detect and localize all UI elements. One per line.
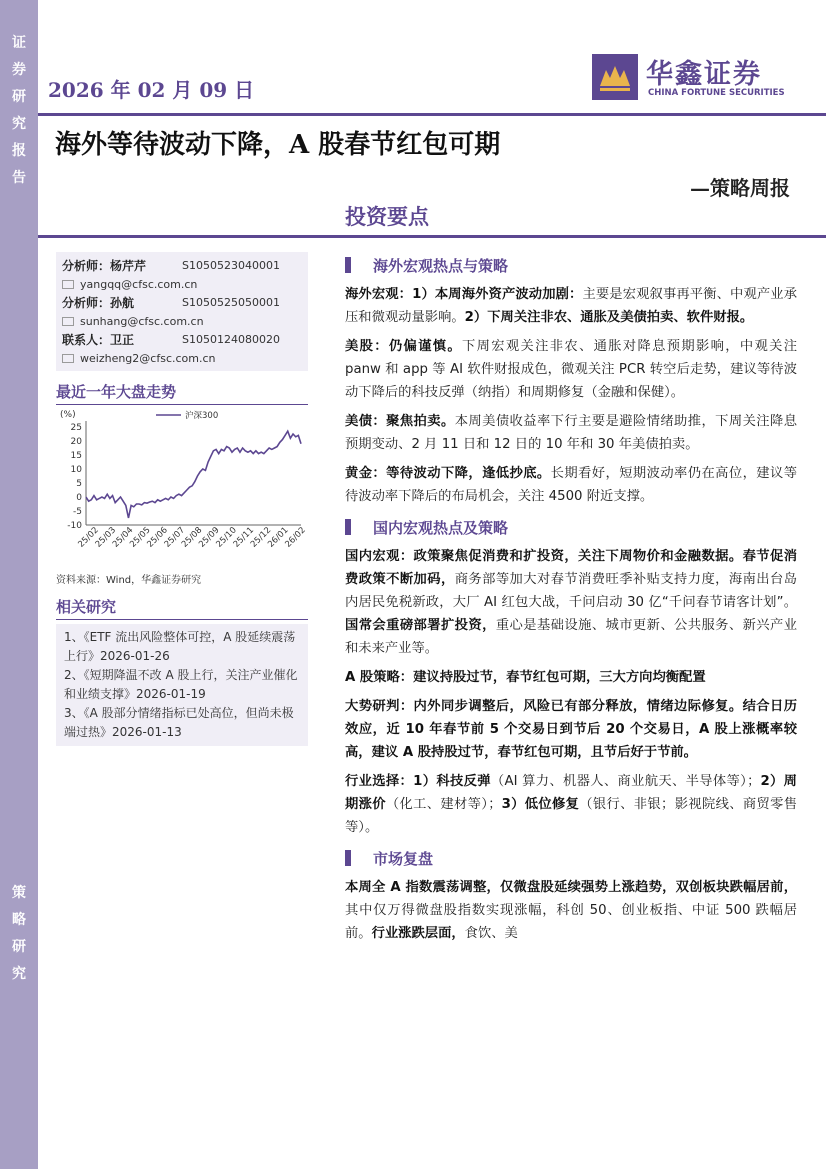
paragraph (345, 335, 797, 404)
bold-text: 国常会重磅部署扩投资， (345, 618, 496, 633)
x-tick-label: 25/09 (197, 525, 222, 550)
body-text: （化工、建材等）； (385, 797, 502, 812)
report-subtitle: —策略周报 (690, 176, 790, 200)
heading-bar (345, 850, 351, 866)
sidebar-top-label: 证 券 研 究 报 告 (12, 35, 26, 186)
x-tick-label: 26/01 (266, 525, 291, 550)
section-heading (345, 845, 797, 871)
x-tick-label: 25/12 (248, 525, 274, 550)
report-date: 2026 年 02 月 09 日 (48, 78, 255, 102)
analyst-cert-number: S1050525050001 (182, 296, 280, 309)
y-tick-label: 5 (76, 479, 82, 489)
body-text: 长期看好，短期波动率仍在高位，建议等待波动率下降后的布局机会，关注 4500 附近支撑。 (345, 466, 798, 504)
y-tick-label: 25 (70, 423, 82, 433)
bold-text: 2）下周关注非农、通胀及美债拍卖、软件财报。 (464, 310, 754, 325)
bold-text: A 股策略：建议持股过节，春节红包可期，三大方向均衡配置 (345, 670, 706, 685)
bold-text: 美债：聚焦拍卖。 (345, 414, 455, 429)
bold-text: 海外宏观：1）本周海外资产波动加剧： (345, 287, 583, 302)
body-text: 商务部等加大对春节消费旺季补贴支持力度，海南出台岛内居民免税新政，大厂 AI 红包大战，千问启动 30 亿“千问春节请客计划”。 (345, 572, 798, 610)
title-divider (38, 235, 826, 238)
email-icon (62, 317, 74, 326)
heading-text: 市场复盘 (373, 849, 434, 868)
analyst-row (62, 330, 302, 349)
heading-text: 国内宏观热点及策略 (373, 518, 509, 537)
paragraph (345, 283, 797, 329)
right-column (345, 252, 797, 951)
paragraph (345, 770, 797, 839)
x-tick-label: 26/02 (283, 525, 308, 550)
bold-text: 行业选择：1）科技反弹 (345, 774, 491, 789)
related-research-list (56, 624, 308, 746)
header-divider (38, 113, 826, 116)
chart-svg (56, 405, 308, 565)
body-text: 主要是宏观叙事再平衡、中观产业承压和微观动量影响。 (345, 287, 797, 325)
paragraph (345, 876, 797, 945)
bold-text: 美股：仍偏谨慎。 (345, 339, 462, 354)
heading-text: 海外宏观热点与策略 (373, 256, 509, 275)
analyst-name: 分析师：孙航 (62, 296, 135, 310)
x-tick-label: 25/11 (231, 525, 257, 550)
heading-bar (345, 257, 351, 273)
email-text: sunhang@cfsc.com.cn (80, 314, 204, 328)
logo-text-cn: 华鑫证券 (646, 59, 762, 90)
email-text: weizheng2@cfsc.com.cn (80, 351, 216, 365)
list-item[interactable]: 3、《A 股部分情绪指标已处高位，但尚未极端过热》2026-01-13 (64, 706, 294, 739)
section-investment-points: 投资要点 (345, 204, 429, 229)
x-tick-label: 25/04 (110, 525, 136, 550)
analyst-cert-number: S1050523040001 (182, 259, 280, 272)
analyst-cert-number: S1050124080020 (182, 333, 280, 346)
analyst-row (62, 293, 302, 312)
x-tick-label: 25/02 (76, 525, 101, 550)
body-text: 重心是基础设施、城市更新、公共服务、新兴产业和未来产业等。 (345, 618, 798, 656)
chart-title: 最近一年大盘走势 (56, 381, 308, 405)
x-tick-label: 25/07 (162, 525, 188, 550)
chart-source: 资料来源：Wind，华鑫证券研究 (56, 575, 202, 586)
analyst-name: 联系人：卫正 (62, 333, 135, 347)
paragraph (345, 410, 797, 456)
body-text: 食饮、美 (464, 926, 518, 941)
market-trend-chart (56, 405, 308, 569)
y-tick-label: 10 (70, 465, 82, 475)
bold-text: 行业涨跌层面， (371, 926, 465, 941)
series-line (86, 431, 301, 518)
y-tick-label: 15 (70, 451, 82, 461)
bold-text: 本周全 A 指数震荡调整，仅微盘股延续强势上涨趋势，双创板块跌幅居前， (345, 880, 797, 895)
body-text: 本周美债收益率下行主要是避险情绪助推，下周关注降息预期变动、2 月 11 日和 12 日的 10 年和 30 年美债拍卖。 (345, 414, 798, 452)
list-item[interactable]: 1、《ETF 流出风险整体可控，A 股延续震荡上行》2026-01-26 (64, 630, 296, 663)
x-tick-label: 25/05 (128, 525, 153, 550)
body-text: 下周宏观关注非农、通胀对降息预期影响，中观关注 panw 和 app 等 AI 软件财报成色，微观关注 PCR 转空后走势，建议等待波动下降后的科技反弹（纳指）和周期修复（金融和保健）。 (345, 339, 798, 400)
email-text: yangqq@cfsc.com.cn (80, 277, 198, 291)
y-tick-label: -5 (73, 507, 82, 517)
section-heading (345, 252, 797, 278)
x-tick-label: 25/08 (179, 525, 205, 550)
email-icon (62, 280, 74, 289)
bold-text: 大势研判：内外同步调整后，风险已有部分释放，情绪边际修复。结合日历效应，近 10 年春节前 5 个交易日到节后 20 个交易日，A 股上涨概率较高，建议 A 股持股过节，春节红包可期，且节后好于节前。 (345, 699, 797, 760)
company-logo (592, 52, 792, 108)
paragraph (345, 695, 797, 764)
analyst-row (62, 256, 302, 275)
bold-text: 3）低位修复 (501, 797, 580, 812)
list-item[interactable]: 2、《短期降温不改 A 股上行，关注产业催化和业绩支撑》2026-01-19 (64, 668, 298, 701)
analyst-email[interactable] (62, 349, 302, 367)
logo-text-en: CHINA FORTUNE SECURITIES (648, 88, 785, 98)
y-tick-label: 20 (70, 437, 82, 447)
left-column (56, 252, 308, 746)
email-icon (62, 354, 74, 363)
logo-mark-icon (592, 54, 638, 100)
analyst-email[interactable] (62, 275, 302, 293)
bold-text: 黄金：等待波动下降，逢低抄底。 (345, 466, 551, 481)
y-tick-label: 0 (76, 493, 82, 503)
analyst-email[interactable] (62, 312, 302, 330)
body-text: （银行、非银；影视院线、商贸零售等）。 (345, 797, 798, 835)
x-tick-label: 25/06 (145, 525, 170, 550)
related-research-title: 相关研究 (56, 596, 308, 620)
paragraph (345, 545, 797, 660)
legend-label: 沪深300 (185, 411, 219, 421)
paragraph (345, 462, 797, 508)
bold-text: 国内宏观：政策聚焦促消费和扩投资，关注下周物价和金融数据。春节促消费政策不断加码， (345, 549, 797, 587)
y-axis-label: (%) (60, 410, 76, 420)
analyst-box (56, 252, 308, 371)
paragraph (345, 666, 797, 689)
bold-text: 2）周期涨价 (345, 774, 797, 812)
section-heading (345, 514, 797, 540)
sidebar-bottom-label: 策 略 研 究 (12, 885, 26, 982)
x-tick-label: 25/10 (214, 525, 239, 550)
x-tick-label: 25/03 (93, 525, 119, 550)
body-text: 其中仅万得微盘股指数实现涨幅，科创 50、创业板指、中证 500 跌幅居前。 (345, 903, 797, 941)
heading-bar (345, 519, 351, 535)
y-tick-label: -10 (67, 521, 82, 531)
analyst-name: 分析师：杨芹芹 (62, 259, 147, 273)
body-text: （AI 算力、机器人、商业航天、半导体等）； (490, 774, 761, 789)
report-title: 海外等待波动下降，A 股春节红包可期 (55, 130, 501, 160)
